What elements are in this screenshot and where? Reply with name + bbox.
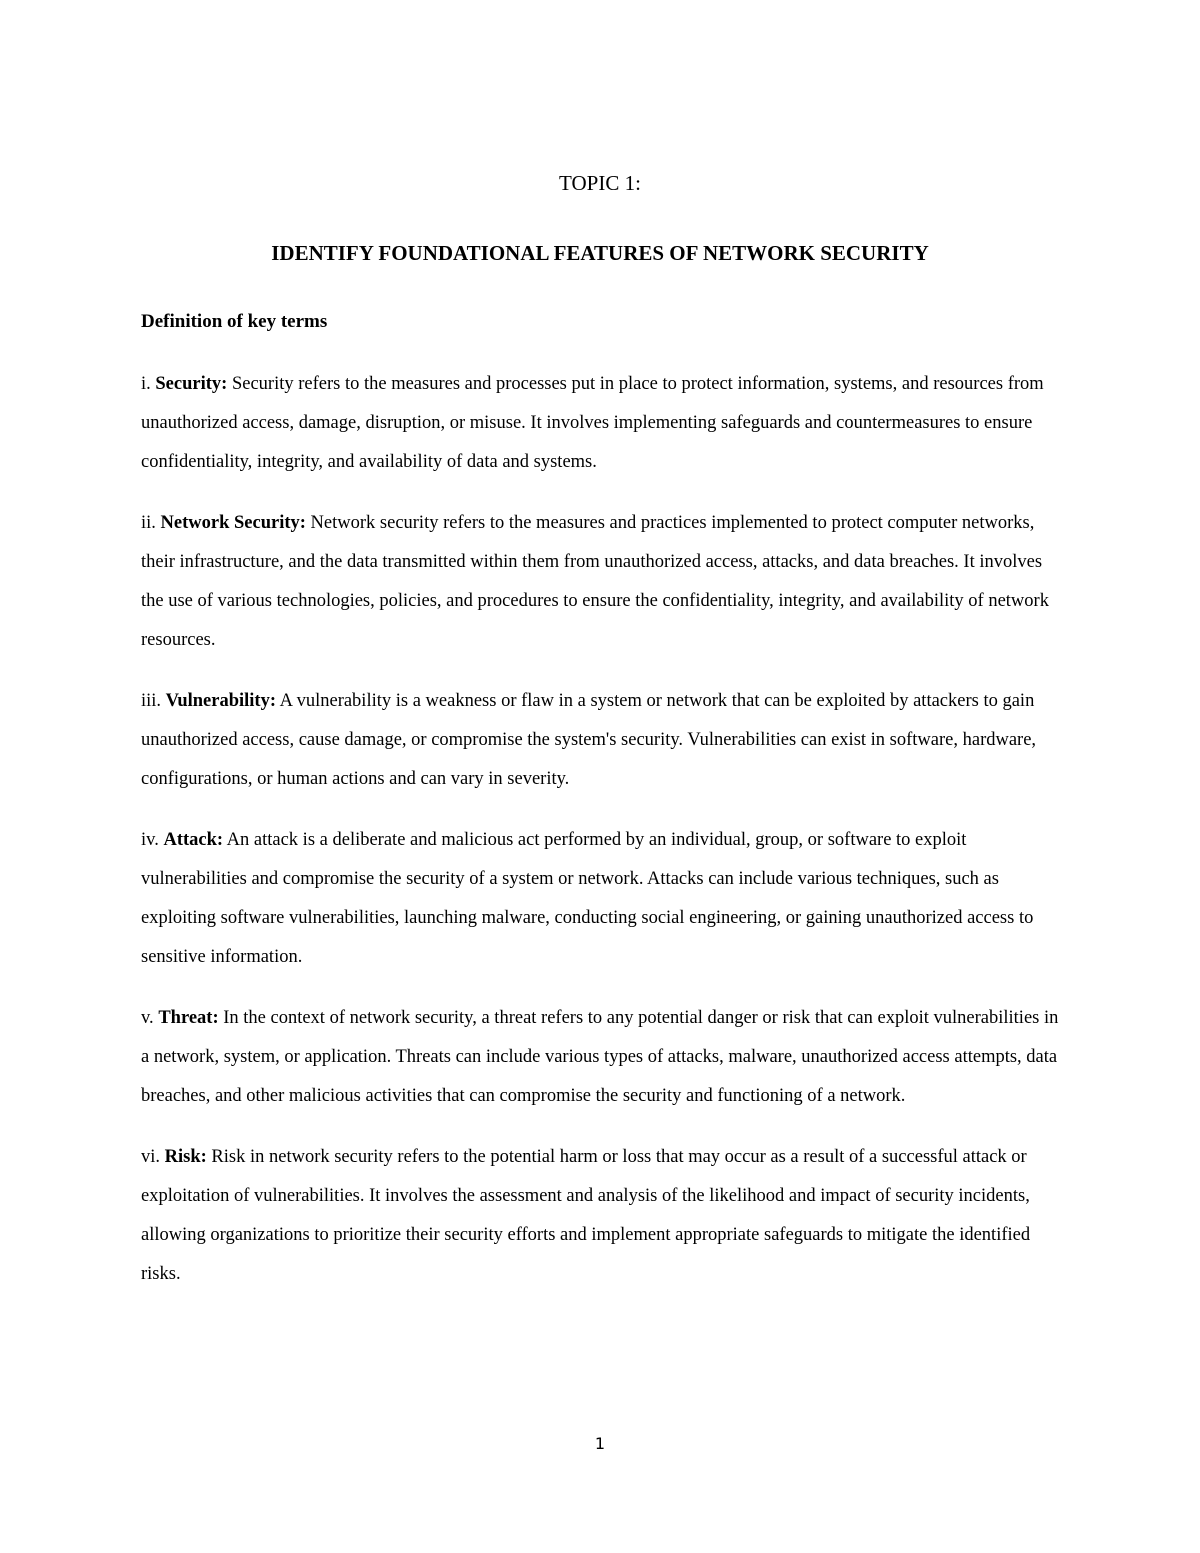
term-name: Risk: xyxy=(164,1147,207,1167)
term-definition: Risk in network security refers to the potential harm or loss that may occur as a result of a successful attack or exploitation of vulnerabilities. It involves the assessment and analysis of the likelihood and impact of security incidents, allowing organizations to prioritize their security efforts and implement appropriate safeguards to mitigate the identified risks. xyxy=(141,1147,1031,1284)
term-numeral: iv. xyxy=(141,830,159,850)
document-body xyxy=(141,307,1066,1316)
page-number: 1 xyxy=(594,1434,606,1453)
topic-label: TOPIC 1: xyxy=(559,171,641,195)
term-name: Threat: xyxy=(158,1008,219,1028)
term-attack xyxy=(141,821,1066,977)
term-security xyxy=(141,365,1066,482)
term-vulnerability xyxy=(141,682,1066,799)
term-name: Vulnerability: xyxy=(165,691,277,711)
term-definition: An attack is a deliberate and malicious act performed by an individual, group, or software to exploit vulnerabilities and compromise the security of a system or network. Attacks can include various techniques, such as exploiting software vulnerabilities, launching malware, conducting social engineering, or gaining unauthorized access to sensitive information. xyxy=(141,830,1034,967)
term-network-security xyxy=(141,504,1066,660)
term-name: Network Security: xyxy=(160,513,306,533)
term-numeral: v. xyxy=(141,1008,154,1028)
term-definition: Security refers to the measures and processes put in place to protect information, systems, and resources from unauthorized access, damage, disruption, or misuse. It involves implementing safeguards and countermeasures to ensure confidentiality, integrity, and availability of data and systems. xyxy=(141,374,1044,472)
term-risk xyxy=(141,1138,1066,1294)
term-name: Security: xyxy=(155,374,228,394)
section-heading: Definition of key terms xyxy=(141,311,328,332)
term-definition: In the context of network security, a threat refers to any potential danger or risk that can exploit vulnerabilities in a network, system, or application. Threats can include various types of attacks, malware, unauthorized access attempts, data breaches, and other malicious activities that can compromise the security and functioning of a network. xyxy=(141,1008,1059,1106)
term-numeral: i. xyxy=(141,374,151,394)
term-numeral: iii. xyxy=(141,691,162,711)
term-definition: A vulnerability is a weakness or flaw in a system or network that can be exploited by attackers to gain unauthorized access, cause damage, or compromise the system's security. Vulnerabilities can exist in software, hardware, configurations, or human actions and can vary in severity. xyxy=(141,691,1037,789)
page-title: IDENTIFY FOUNDATIONAL FEATURES OF NETWORK SECURITY xyxy=(271,241,929,265)
term-numeral: ii. xyxy=(141,513,156,533)
term-name: Attack: xyxy=(163,830,224,850)
term-definition: Network security refers to the measures and practices implemented to protect computer networks, their infrastructure, and the data transmitted within them from unauthorized access, attacks, and data breaches. It involves the use of various technologies, policies, and procedures to ensure the confidentiality, integrity, and availability of network resources. xyxy=(141,513,1049,650)
term-numeral: vi. xyxy=(141,1147,161,1167)
term-threat xyxy=(141,999,1066,1116)
